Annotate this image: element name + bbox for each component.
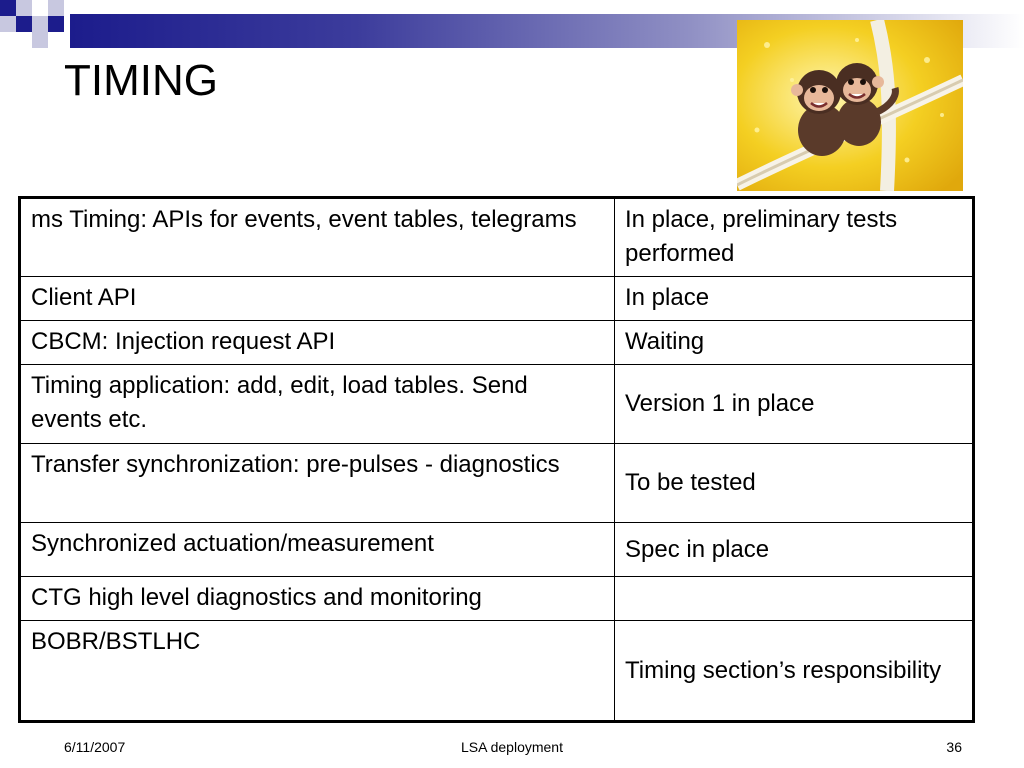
item-cell: ms Timing: APIs for events, event tables, telegrams <box>20 198 615 277</box>
status-cell: In place, preliminary tests performed <box>615 198 974 277</box>
item-cell: BOBR/BSTLHC <box>20 621 615 722</box>
status-cell: Version 1 in place <box>615 365 974 444</box>
header-square <box>48 16 64 32</box>
header-square <box>16 0 32 16</box>
table-row <box>20 523 974 577</box>
status-cell: Spec in place <box>615 523 974 577</box>
status-cell: Timing section’s responsibility <box>615 621 974 722</box>
status-cell: Waiting <box>615 321 974 365</box>
header-square <box>32 16 48 32</box>
slide-title: TIMING <box>64 56 218 105</box>
table-row <box>20 198 974 277</box>
table-row <box>20 277 974 321</box>
item-cell: CBCM: Injection request API <box>20 321 615 365</box>
header-square <box>16 16 32 32</box>
header-square <box>0 0 16 16</box>
item-cell: Synchronized actuation/measurement <box>20 523 615 577</box>
status-cell: In place <box>615 277 974 321</box>
item-cell: Transfer synchronization: pre-pulses - diagnostics <box>20 444 615 523</box>
status-cell <box>615 577 974 621</box>
header-square <box>32 32 48 48</box>
footer-title: LSA deployment <box>461 739 563 755</box>
table-row <box>20 444 974 523</box>
header-square <box>32 0 48 16</box>
page-number: 36 <box>946 739 962 755</box>
monkeys-illustration <box>737 20 963 191</box>
monkeys-photo <box>737 20 963 191</box>
item-cell: Timing application: add, edit, load tables. Send events etc. <box>20 365 615 444</box>
header-square <box>0 16 16 32</box>
status-cell: To be tested <box>615 444 974 523</box>
table-row <box>20 321 974 365</box>
header-square <box>16 32 32 48</box>
table-row <box>20 365 974 444</box>
table-row <box>20 577 974 621</box>
table-row <box>20 621 974 722</box>
header-square <box>48 0 64 16</box>
footer-date: 6/11/2007 <box>64 739 126 755</box>
timing-status-table <box>18 196 975 723</box>
item-cell: CTG high level diagnostics and monitoring <box>20 577 615 621</box>
item-cell: Client API <box>20 277 615 321</box>
